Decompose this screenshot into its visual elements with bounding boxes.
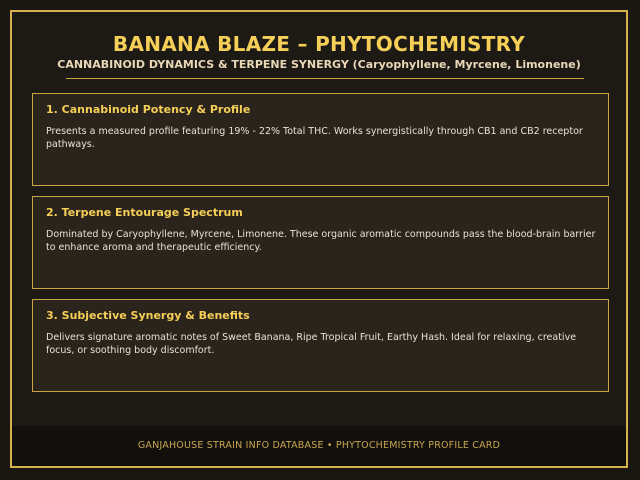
section-terpene-spectrum bbox=[32, 196, 609, 289]
footer bbox=[12, 426, 626, 466]
section-synergy-benefits bbox=[32, 299, 609, 392]
section-cannabinoid-profile bbox=[32, 93, 609, 186]
footer-text: GANJAHOUSE STRAIN INFO DATABASE • PHYTOCHEMISTRY PROFILE CARD bbox=[137, 440, 501, 451]
section-body: Delivers signature aromatic notes of Sweet Banana, Ripe Tropical Fruit, Earthy Hash. Ideal for relaxing, creative focus, or soothing body discomfort. bbox=[46, 332, 577, 356]
section-body: Presents a measured profile featuring 19% - 22% Total THC. Works synergistically through CB1 and CB2 receptor pathways. bbox=[46, 126, 583, 150]
section-title: 2. Terpene Entourage Spectrum bbox=[46, 206, 243, 219]
section-body: Dominated by Caryophyllene, Myrcene, Limonene. These organic aromatic compounds pass the blood-brain barrier to enhance aroma and therapeutic efficiency. bbox=[46, 229, 596, 253]
page-subtitle: CANNABINOID DYNAMICS & TERPENE SYNERGY (Caryophyllene, Myrcene, Limonene) bbox=[57, 58, 581, 71]
section-title: 3. Subjective Synergy & Benefits bbox=[46, 309, 250, 322]
header-divider bbox=[66, 78, 584, 79]
section-title: 1. Cannabinoid Potency & Profile bbox=[46, 103, 251, 116]
page-title: BANANA BLAZE – PHYTOCHEMISTRY bbox=[112, 32, 526, 56]
profile-card bbox=[10, 10, 628, 468]
